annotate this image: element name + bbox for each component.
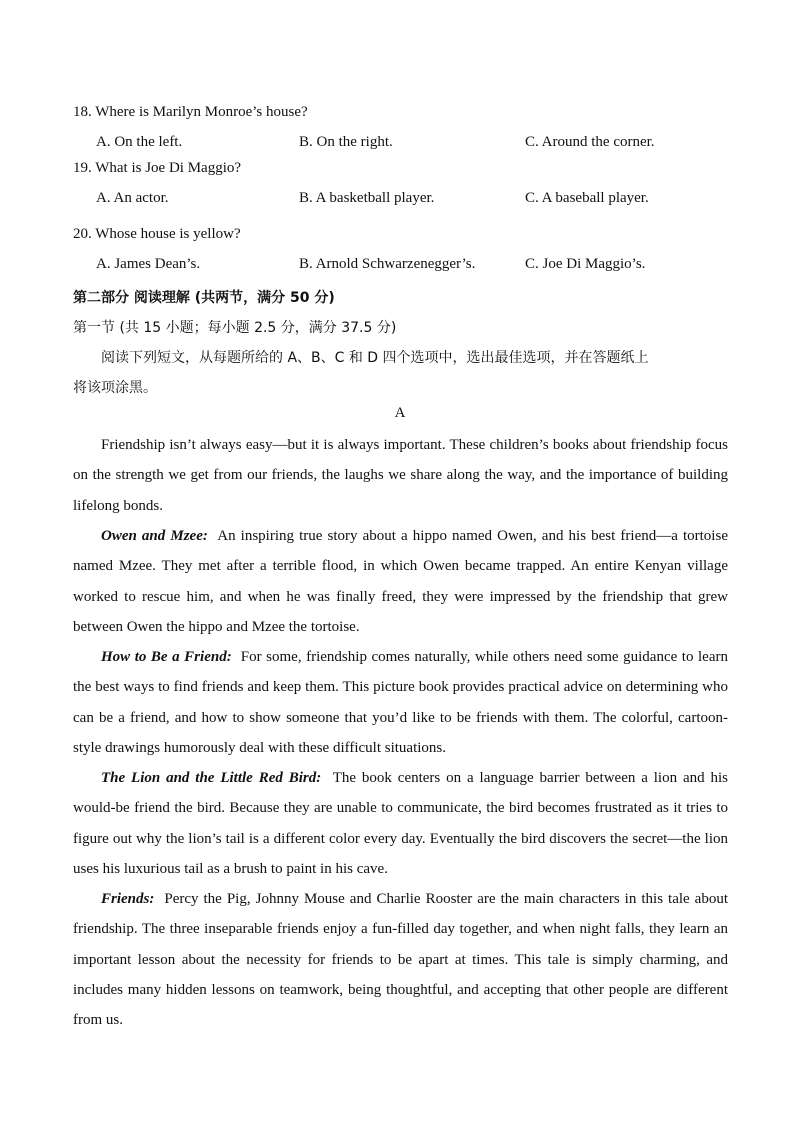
book-title-how-to-be-a-friend: How to Be a Friend: [101,649,232,665]
question-20-option-a: A. James Dean’s. [96,256,201,272]
book-text-owen-and-mzee: An inspiring true story about a hippo named Owen, and his best friend—a tortoise named Mzee. They met after a terrible flood, in which Owen became trapped. An entire Kenyan village worked to rescue him, and when he was finally freed, they were impressed by the friendship that grew between Owen the hippo and Mzee the tortoise. [73,528,728,635]
book-paragraph-friends [73,884,728,1035]
book-paragraph-lion-and-red-bird [73,763,728,884]
question-19-option-c: C. A baseball player. [525,190,649,206]
question-18-option-b: B. On the right. [299,134,393,150]
book-text-lion-and-red-bird: The book centers on a language barrier between a lion and his would-be friend the bird. Because they are unable to communicate, the bird becomes frustrated as it tries to figure out why the lion’s tail is a different color every day. Eventually the bird discovers the secret—the lion uses his luxurious tail as a brush to paint in his cave. [73,770,728,877]
passage-label: A [394,405,406,421]
question-19-stem: 19. What is Joe Di Maggio? [73,160,242,176]
instruction-line-1: 阅读下列短文，从每题所给的 A、B、C 和 D 四个选项中，选出最佳选项，并在答题纸上 [101,350,649,366]
question-18-option-c: C. Around the corner. [525,134,655,150]
question-20-option-c: C. Joe Di Maggio’s. [525,256,646,272]
question-20-stem: 20. Whose house is yellow? [73,226,241,242]
book-paragraph-owen-and-mzee [73,521,728,642]
question-18-stem: 18. Where is Marilyn Monroe’s house? [73,104,308,120]
book-title-friends: Friends: [101,891,155,907]
instruction-line-2: 将该项涂黑。 [73,380,157,396]
section-subtitle: 第一节 (共 15 小题；每小题 2.5 分，满分 37.5 分) [73,320,397,336]
book-text-friends: Percy the Pig, Johnny Mouse and Charlie Rooster are the main characters in this tale about friendship. The three inseparable friends enjoy a fun-filled day together, and when night falls, they learn an important lesson about the necessity for friends to be apart at times. This tale is simply charming, and includes many hidden lessons on teamwork, being thoughtful, and accepting that other people are different from us. [73,891,729,1029]
book-title-owen-and-mzee: Owen and Mzee: [101,528,208,544]
book-text-how-to-be-a-friend: For some, friendship comes naturally, while others need some guidance to learn the best ways to find friends and keep them. This picture book provides practical advice on determining who can be a friend, and how to show someone that you’d like to be friends with them. The colorful, cartoon-style drawings humorously deal with these difficult situations. [73,649,728,756]
question-20-option-b: B. Arnold Schwarzenegger’s. [299,256,476,272]
passage-intro: Friendship isn’t always easy—but it is always important. These children’s books about friendship focus on the strength we get from our friends, the laughs we share along the way, and the importance of building lifelong bonds. [73,437,728,514]
book-paragraph-how-to-be-a-friend [73,642,728,763]
book-title-lion-and-red-bird: The Lion and the Little Red Bird: [101,770,322,786]
question-19-option-a: A. An actor. [96,190,169,206]
question-19-option-b: B. A basketball player. [299,190,435,206]
question-18-option-a: A. On the left. [96,134,183,150]
section-title: 第二部分 阅读理解 (共两节，满分 50 分) [73,290,335,306]
